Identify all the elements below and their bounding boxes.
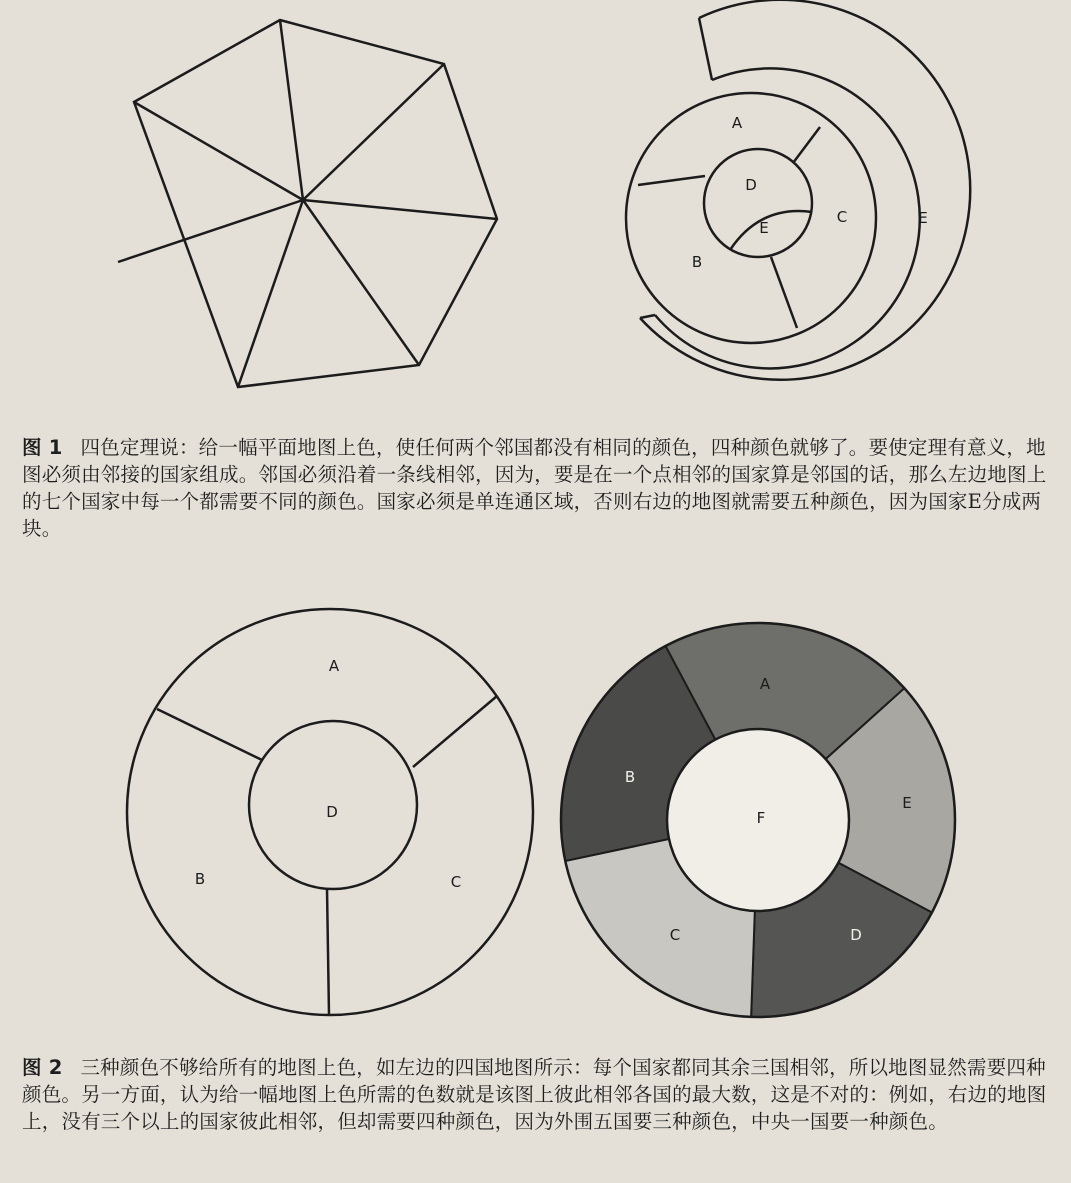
fig2-left-label-b: B <box>194 870 206 888</box>
figure2-caption-label: 图 2 <box>22 1056 63 1079</box>
fig2-right-label-c: C <box>669 926 681 944</box>
fig2-right-label-a: A <box>759 675 771 693</box>
fig1-label-e-outer: E <box>918 209 928 227</box>
fig2-left-label-d: D <box>326 803 338 821</box>
fig1-label-c: C <box>836 208 848 226</box>
fig2-right-label-b: B <box>624 768 636 786</box>
fig1-label-d: D <box>745 176 757 194</box>
fig2-right-label-d: D <box>850 926 862 944</box>
fig1-label-b: B <box>691 253 703 271</box>
fig1-label-e-inner: E <box>759 219 769 237</box>
figure2-caption <box>22 1054 1062 1135</box>
figure2-caption-text: 三种颜色不够给所有的地图上色，如左边的四国地图所示：每个国家都同其余三国相邻，所以地图显然需要四种颜色。另一方面，认为给一幅地图上色所需的色数就是该图上彼此相邻各国的最大数，这是不对的：例如，右边的地图上，没有三个以上的国家彼此相邻，但却需要四种颜色，因为外围五国要三种颜色，中央一国要一种颜色。 <box>22 1056 1047 1133</box>
fig1-label-a: A <box>731 114 743 132</box>
fig2-left-label-c: C <box>450 873 462 891</box>
figure1-caption-text: 四色定理说：给一幅平面地图上色，使任何两个邻国都没有相同的颜色，四种颜色就够了。要使定理有意义，地图必须由邻接的国家组成。邻国必须沿着一条线相邻，因为，要是在一个点相邻的国家算是邻国的话，那么左边地图上的七个国家中每一个都需要不同的颜色。国家必须是单连通区域，否则右边的地图就需要五种颜色，因为国家E分成两块。 <box>22 436 1047 540</box>
fig2-right-label-e: E <box>902 794 912 812</box>
figure1-caption-label: 图 1 <box>22 436 63 459</box>
fig2-left-label-a: A <box>328 657 340 675</box>
fig2-right-label-f: F <box>756 809 766 827</box>
